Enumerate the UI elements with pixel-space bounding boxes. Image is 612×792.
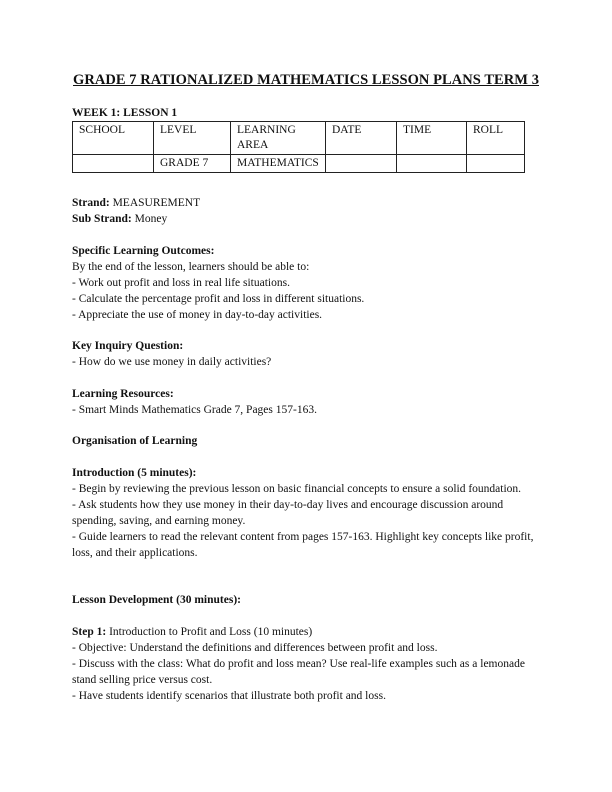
table-cell-level: GRADE 7	[154, 155, 231, 173]
table-cell-school	[73, 155, 154, 173]
table-header-cell: LEARNING AREA	[231, 122, 326, 155]
table-header-cell: TIME	[397, 122, 467, 155]
list-item: - Smart Minds Mathematics Grade 7, Pages 157-163.	[72, 404, 317, 416]
outcomes-intro: By the end of the lesson, learners should be able to:	[72, 261, 310, 273]
table-cell-learning-area: MATHEMATICS	[231, 155, 326, 173]
introduction-heading: Introduction (5 minutes):	[72, 467, 197, 479]
resources-heading: Learning Resources:	[72, 388, 174, 400]
table-header-row	[73, 122, 525, 155]
table-header-cell: LEVEL	[154, 122, 231, 155]
resources-section	[72, 386, 540, 418]
outcomes-section	[72, 243, 540, 323]
table-row	[73, 155, 525, 173]
table-header-cell: SCHOOL	[73, 122, 154, 155]
outcomes-heading: Specific Learning Outcomes:	[72, 245, 215, 257]
development-heading: Lesson Development (30 minutes):	[72, 594, 241, 606]
list-item: - How do we use money in daily activities?	[72, 356, 272, 368]
page-title: GRADE 7 RATIONALIZED MATHEMATICS LESSON PLANS TERM 3	[73, 72, 539, 88]
strand-section	[72, 195, 540, 227]
list-item: - Ask students how they use money in their day-to-day lives and encourage discussion around spending, saving, and earning money.	[72, 499, 504, 527]
inquiry-heading: Key Inquiry Question:	[72, 340, 184, 352]
list-item: - Discuss with the class: What do profit and loss mean? Use real-life examples such as a lemonade stand selling price versus cost.	[72, 658, 525, 686]
list-item: - Work out profit and loss in real life situations.	[72, 277, 290, 289]
step1-section	[72, 624, 540, 704]
introduction-section	[72, 465, 540, 561]
sub-strand-line	[72, 211, 540, 227]
list-item: - Objective: Understand the definitions and differences between profit and loss.	[72, 642, 438, 654]
list-item: - Have students identify scenarios that illustrate both profit and loss.	[72, 690, 386, 702]
inquiry-section	[72, 338, 540, 370]
list-item: - Calculate the percentage profit and loss in different situations.	[72, 293, 365, 305]
table-cell-date	[326, 155, 397, 173]
organisation-heading: Organisation of Learning	[72, 435, 198, 447]
table-header-cell: ROLL	[467, 122, 525, 155]
sub-strand-label: Sub Strand:	[72, 213, 132, 225]
strand-value: MEASUREMENT	[112, 197, 201, 209]
organisation-section	[72, 433, 540, 449]
table-cell-roll	[467, 155, 525, 173]
table-header-cell: DATE	[326, 122, 397, 155]
week-lesson-heading: WEEK 1: LESSON 1	[72, 107, 178, 119]
list-item: - Appreciate the use of money in day-to-day activities.	[72, 309, 323, 321]
table-cell-time	[397, 155, 467, 173]
step1-line	[72, 624, 540, 640]
step1-label: Step 1:	[72, 626, 107, 638]
strand-line	[72, 195, 540, 211]
development-section	[72, 592, 540, 608]
list-item: - Guide learners to read the relevant content from pages 157-163. Highlight key concepts like profit, loss, and their applications.	[72, 531, 534, 559]
step1-title: Introduction to Profit and Loss (10 minutes)	[109, 626, 313, 638]
lesson-info-table	[72, 121, 525, 173]
sub-strand-value: Money	[134, 213, 168, 225]
list-item: - Begin by reviewing the previous lesson on basic financial concepts to ensure a solid foundation.	[72, 483, 522, 495]
strand-label: Strand:	[72, 197, 110, 209]
